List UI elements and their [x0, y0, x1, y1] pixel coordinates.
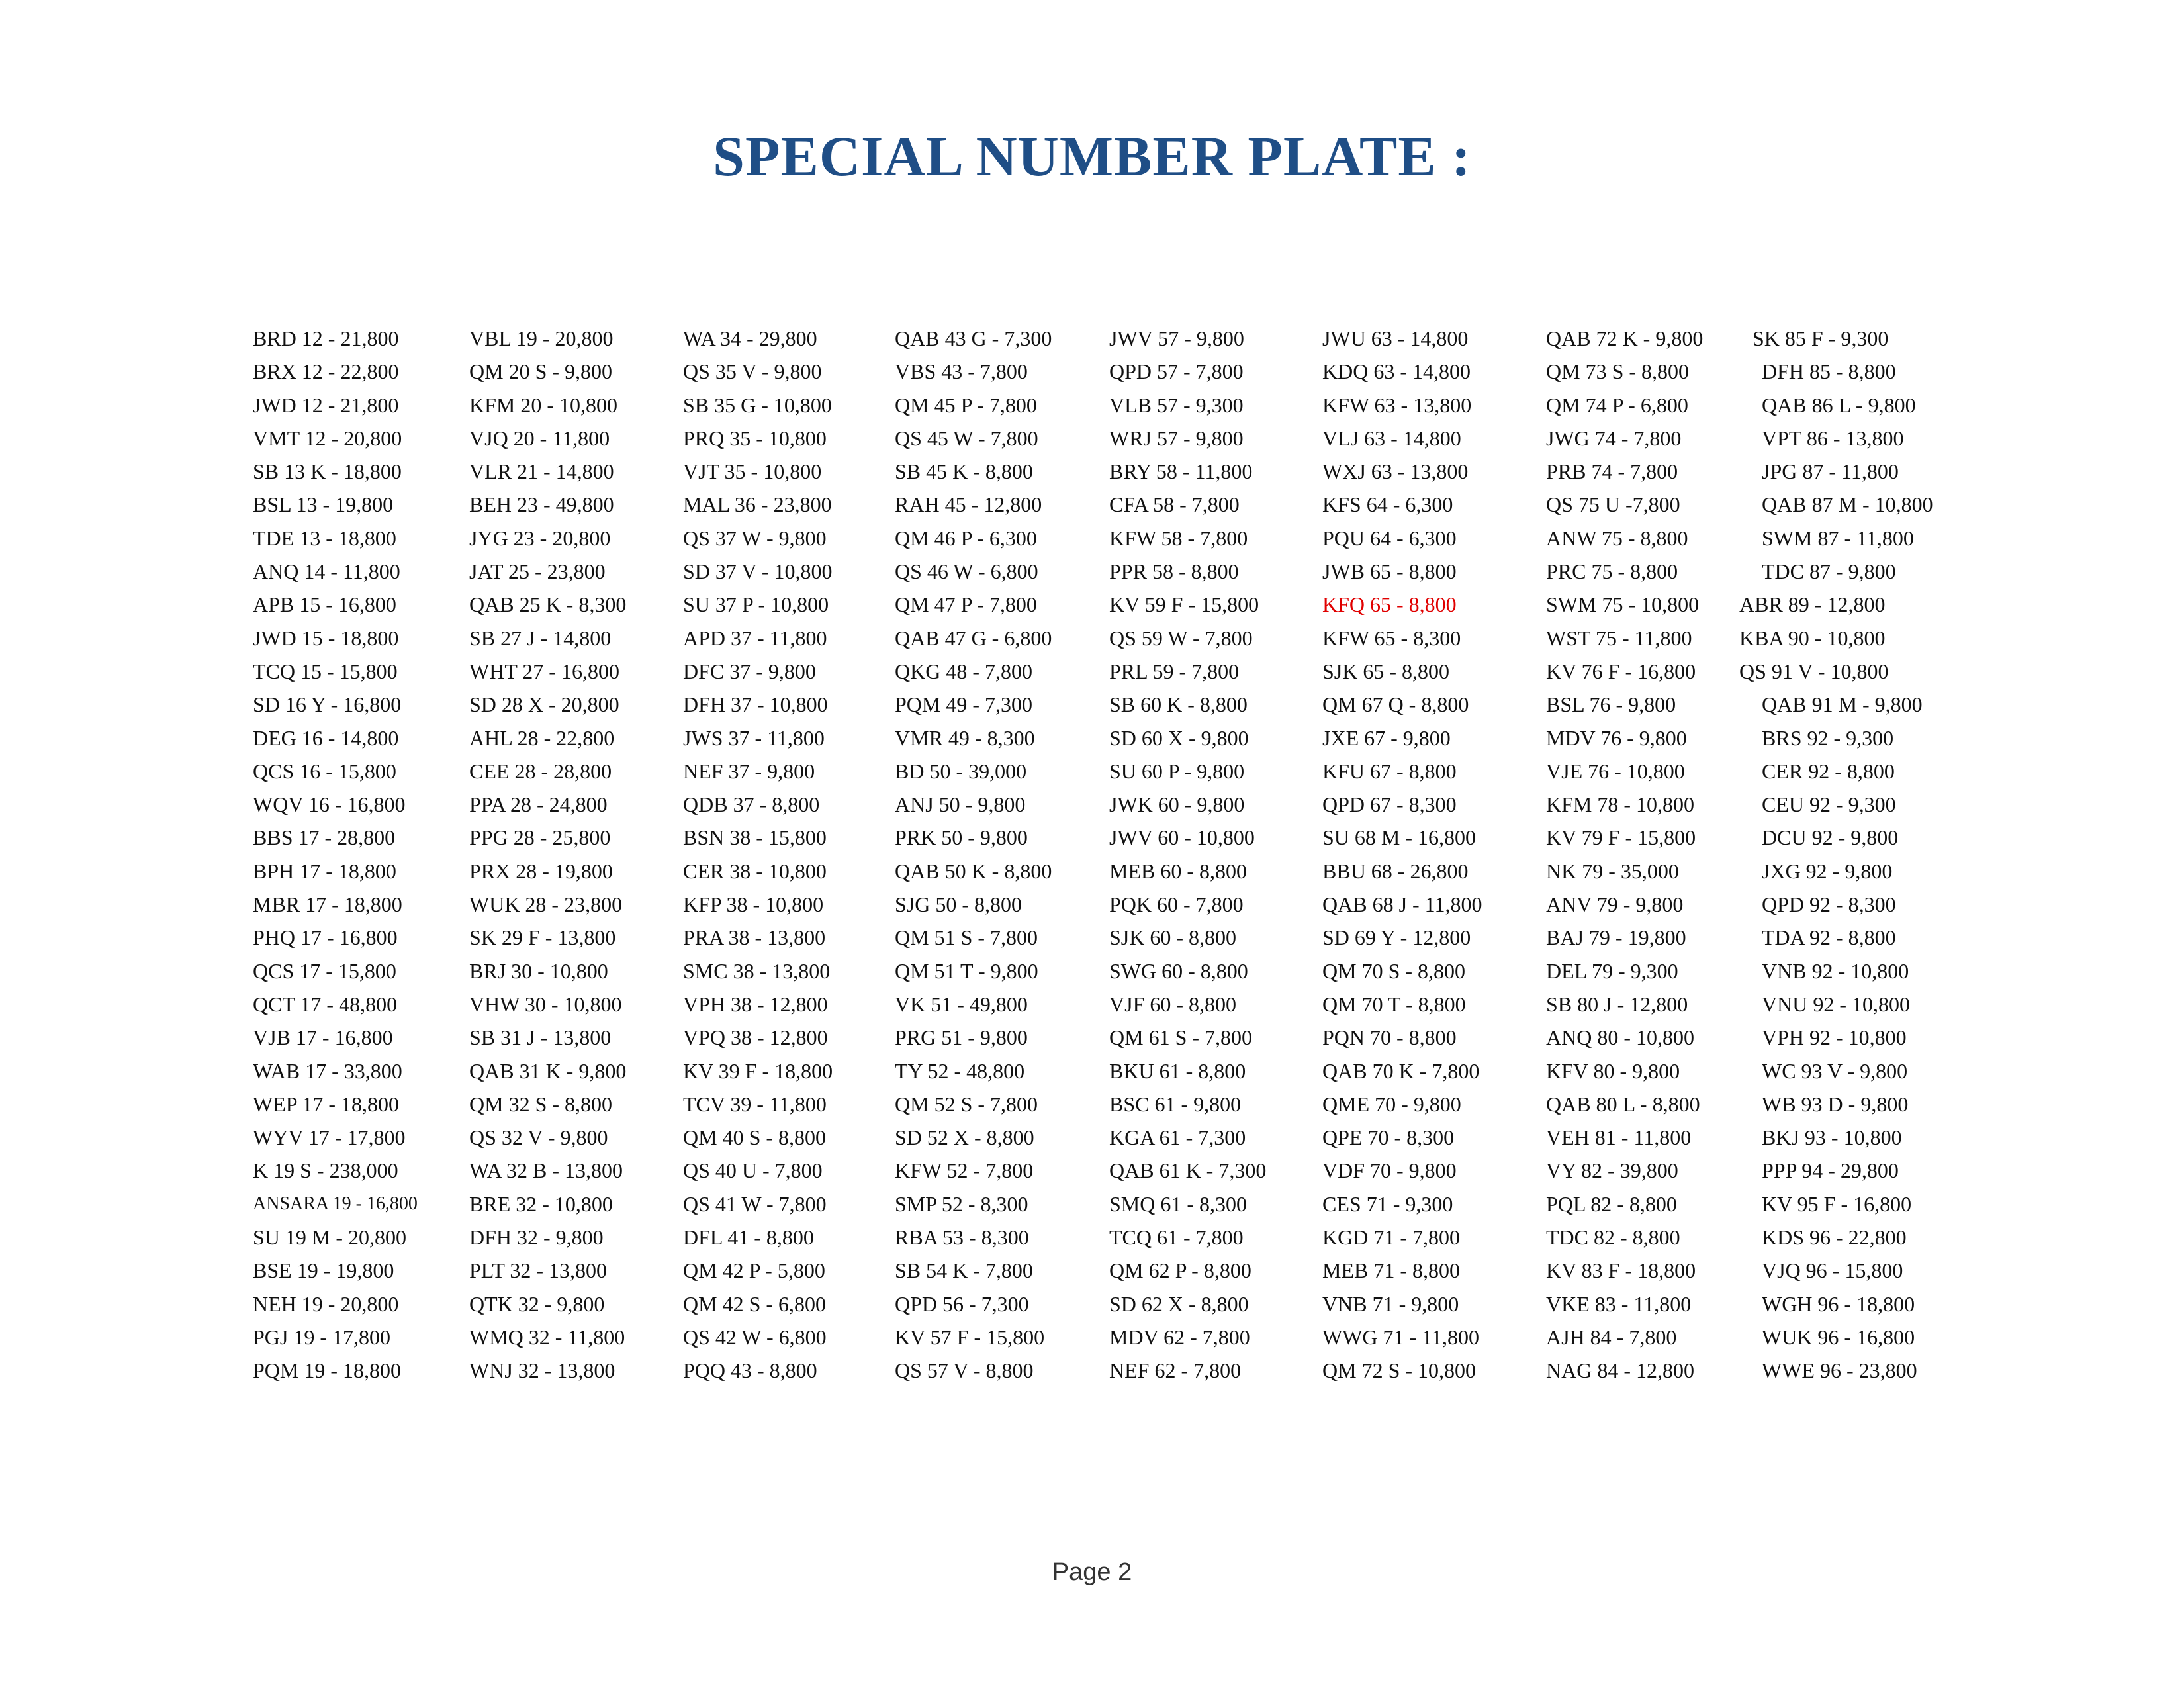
plate-entry: WST 75 - 11,800: [1546, 626, 1692, 650]
plate-entry: SD 37 V - 10,800: [683, 559, 833, 584]
plate-entry: PQN 70 - 8,800: [1322, 1025, 1457, 1050]
plate-entry: VBS 43 - 7,800: [895, 359, 1028, 384]
plate-entry: VJB 17 - 16,800: [253, 1025, 393, 1050]
plate-entry: VLR 21 - 14,800: [469, 459, 614, 484]
plate-entry: QDB 37 - 8,800: [683, 792, 820, 817]
plate-entry: QAB 47 G - 6,800: [895, 626, 1052, 650]
plate-entry: DFL 41 - 8,800: [683, 1225, 814, 1250]
plate-entry: APD 37 - 11,800: [683, 626, 827, 650]
plate-entry: SMP 52 - 8,300: [895, 1192, 1028, 1216]
plate-entry: BBS 17 - 28,800: [253, 825, 396, 850]
plate-entry: QCS 17 - 15,800: [253, 959, 396, 983]
plate-entry: KFV 80 - 9,800: [1546, 1058, 1680, 1083]
plate-entry: TDE 13 - 18,800: [253, 526, 396, 550]
plate-entry: BBU 68 - 26,800: [1322, 859, 1469, 883]
plate-entry: QS 75 U -7,800: [1546, 492, 1680, 517]
plate-entry: SD 62 X - 8,800: [1109, 1291, 1249, 1316]
plate-entry: KGA 61 - 7,300: [1109, 1125, 1246, 1150]
plate-entry: WUK 28 - 23,800: [469, 892, 623, 917]
plate-entry: QCT 17 - 48,800: [253, 992, 398, 1016]
plate-entry: WRJ 57 - 9,800: [1109, 426, 1244, 450]
plate-entry: PRA 38 - 13,800: [683, 925, 826, 950]
plate-entry: JWD 15 - 18,800: [253, 626, 399, 650]
plate-entry: QME 70 - 9,800: [1322, 1092, 1461, 1116]
plate-entry: NAG 84 - 12,800: [1546, 1358, 1694, 1383]
plate-entry: SD 16 Y - 16,800: [253, 692, 402, 717]
plate-entry: BRD 12 - 21,800: [253, 326, 399, 350]
plate-entry: KGD 71 - 7,800: [1322, 1225, 1460, 1250]
plate-entry: QAB 50 K - 8,800: [895, 859, 1052, 883]
plate-entry: PQM 49 - 7,300: [895, 692, 1033, 717]
plate-entry: JAT 25 - 23,800: [469, 559, 606, 584]
plate-entry: VPH 92 - 10,800: [1762, 1025, 1907, 1050]
plate-entry: QM 74 P - 6,800: [1546, 393, 1688, 417]
plate-entry: WWE 96 - 23,800: [1762, 1358, 1917, 1383]
plate-column: [1322, 322, 1482, 1387]
plate-entry: TY 52 - 48,800: [895, 1058, 1025, 1083]
plate-entry: QS 46 W - 6,800: [895, 559, 1038, 584]
plate-entry: KV 83 F - 18,800: [1546, 1258, 1696, 1283]
plate-entry: WB 93 D - 9,800: [1762, 1092, 1909, 1116]
plate-entry: QAB 87 M - 10,800: [1762, 492, 1933, 517]
plate-entry: WHT 27 - 16,800: [469, 659, 619, 683]
plate-entry: JWS 37 - 11,800: [683, 726, 825, 750]
plate-entry: QAB 80 L - 8,800: [1546, 1092, 1700, 1116]
plate-entry: PQQ 43 - 8,800: [683, 1358, 817, 1383]
plate-entry: QAB 61 K - 7,300: [1109, 1158, 1267, 1183]
plate-entry: QM 51 S - 7,800: [895, 925, 1038, 950]
plate-entry: QPE 70 - 8,300: [1322, 1125, 1455, 1150]
plate-entry: JWU 63 - 14,800: [1322, 326, 1469, 350]
plate-entry: TCQ 15 - 15,800: [253, 659, 398, 683]
plate-entry: BSL 76 - 9,800: [1546, 692, 1676, 717]
plate-entry: KFM 20 - 10,800: [469, 393, 618, 417]
plate-entry: DFH 37 - 10,800: [683, 692, 828, 717]
plate-column: [253, 322, 418, 1387]
plate-column: [1109, 322, 1266, 1387]
plate-entry: SMC 38 - 13,800: [683, 959, 831, 983]
plate-entry: VBL 19 - 20,800: [469, 326, 614, 350]
plate-entry: TDC 87 - 9,800: [1762, 559, 1896, 584]
plate-entry: SD 52 X - 8,800: [895, 1125, 1034, 1150]
plate-entry: SJG 50 - 8,800: [895, 892, 1023, 917]
plate-entry: JWV 57 - 9,800: [1109, 326, 1244, 350]
plate-entry: QAB 25 K - 8,300: [469, 592, 627, 617]
plate-entry: BRS 92 - 9,300: [1762, 726, 1894, 750]
plate-entry: SMQ 61 - 8,300: [1109, 1192, 1248, 1216]
plate-entry: SJK 65 - 8,800: [1322, 659, 1450, 683]
plate-entry: KFW 65 - 8,300: [1322, 626, 1461, 650]
plate-entry: KFU 67 - 8,800: [1322, 759, 1457, 783]
plate-entry: QM 40 S - 8,800: [683, 1125, 827, 1150]
plate-column: [1546, 322, 1703, 1387]
plate-entry: CEU 92 - 9,300: [1762, 792, 1896, 817]
plate-entry: PQL 82 - 8,800: [1546, 1192, 1677, 1216]
plate-entry: QM 73 S - 8,800: [1546, 359, 1690, 384]
plate-entry: QTK 32 - 9,800: [469, 1291, 605, 1316]
plate-entry: KDQ 63 - 14,800: [1322, 359, 1471, 384]
plate-entry: QM 51 T - 9,800: [895, 959, 1038, 983]
plate-entry: PRG 51 - 9,800: [895, 1025, 1028, 1050]
plate-entry: VPT 86 - 13,800: [1762, 426, 1904, 450]
plate-entry: AHL 28 - 22,800: [469, 726, 615, 750]
plate-entry: QAB 68 J - 11,800: [1322, 892, 1482, 917]
plate-entry: MEB 60 - 8,800: [1109, 859, 1247, 883]
plate-entry: JXG 92 - 9,800: [1762, 859, 1893, 883]
plate-entry: DEL 79 - 9,300: [1546, 959, 1678, 983]
plate-entry: QM 32 S - 8,800: [469, 1092, 613, 1116]
plate-entry: BAJ 79 - 19,800: [1546, 925, 1686, 950]
plate-entry: QPD 57 - 7,800: [1109, 359, 1244, 384]
plate-entry: BSE 19 - 19,800: [253, 1258, 394, 1283]
plate-entry: VJT 35 - 10,800: [683, 459, 822, 484]
plate-entry: BKU 61 - 8,800: [1109, 1058, 1246, 1083]
plate-entry: SD 28 X - 20,800: [469, 692, 619, 717]
plate-entry: VY 82 - 39,800: [1546, 1158, 1678, 1183]
plate-entry: KV 57 F - 15,800: [895, 1325, 1045, 1349]
plate-entry: SK 29 F - 13,800: [469, 925, 616, 950]
plate-entry: JWD 12 - 21,800: [253, 393, 399, 417]
plate-entry: MDV 76 - 9,800: [1546, 726, 1687, 750]
plate-entry: DEG 16 - 14,800: [253, 726, 399, 750]
plate-entry: KFP 38 - 10,800: [683, 892, 824, 917]
plate-entry: SB 35 G - 10,800: [683, 393, 832, 417]
plate-entry: QAB 91 M - 9,800: [1762, 692, 1923, 717]
plate-entry: PLT 32 - 13,800: [469, 1258, 608, 1283]
plate-entry: QS 37 W - 9,800: [683, 526, 827, 550]
plate-entry: QAB 31 K - 9,800: [469, 1058, 627, 1083]
plate-entry: BKJ 93 - 10,800: [1762, 1125, 1902, 1150]
plate-entry: PQK 60 - 7,800: [1109, 892, 1244, 917]
plate-entry: VEH 81 - 11,800: [1546, 1125, 1692, 1150]
plate-entry: VJQ 20 - 11,800: [469, 426, 610, 450]
plate-entry: PPR 58 - 8,800: [1109, 559, 1239, 584]
plate-entry: KFW 52 - 7,800: [895, 1158, 1034, 1183]
plate-entry: VLJ 63 - 14,800: [1322, 426, 1461, 450]
plate-entry: VNB 92 - 10,800: [1762, 959, 1909, 983]
plate-entry: KDS 96 - 22,800: [1762, 1225, 1907, 1250]
plate-entry: JWV 60 - 10,800: [1109, 825, 1255, 850]
plate-entry: SU 68 M - 16,800: [1322, 825, 1477, 850]
plate-entry: QS 41 W - 7,800: [683, 1192, 827, 1216]
plate-entry: KFS 64 - 6,300: [1322, 492, 1453, 517]
plate-entry: JWB 65 - 8,800: [1322, 559, 1457, 584]
plate-entry: KFW 58 - 7,800: [1109, 526, 1248, 550]
plate-entry: TCQ 61 - 7,800: [1109, 1225, 1244, 1250]
plate-entry: JPG 87 - 11,800: [1762, 459, 1899, 484]
plate-entry: CEE 28 - 28,800: [469, 759, 612, 783]
plate-entry: QAB 70 K - 7,800: [1322, 1058, 1480, 1083]
plate-entry: SWM 87 - 11,800: [1762, 526, 1914, 550]
plate-entry: RAH 45 - 12,800: [895, 492, 1042, 517]
plate-entry: WWG 71 - 11,800: [1322, 1325, 1479, 1349]
plate-entry: QPD 67 - 8,300: [1322, 792, 1457, 817]
plate-entry: KFQ 65 - 8,800: [1322, 592, 1457, 617]
plate-entry: BSL 13 - 19,800: [253, 492, 394, 517]
page-title: SPECIAL NUMBER PLATE :: [713, 124, 1471, 188]
plate-entry: PPA 28 - 24,800: [469, 792, 608, 817]
plate-entry: PRK 50 - 9,800: [895, 825, 1028, 850]
plate-entry: WGH 96 - 18,800: [1762, 1291, 1915, 1316]
plate-entry: WUK 96 - 16,800: [1762, 1325, 1915, 1349]
plate-entry: SB 45 K - 8,800: [895, 459, 1033, 484]
plate-entry: MDV 62 - 7,800: [1109, 1325, 1250, 1349]
plate-entry: VMR 49 - 8,300: [895, 726, 1035, 750]
plate-entry: KV 39 F - 18,800: [683, 1058, 833, 1083]
plate-entry: VHW 30 - 10,800: [469, 992, 622, 1016]
plate-entry: QM 47 P - 7,800: [895, 592, 1037, 617]
page-number: Page 2: [1052, 1558, 1132, 1586]
plate-entry: QAB 86 L - 9,800: [1762, 393, 1916, 417]
plate-entry: WAB 17 - 33,800: [253, 1058, 402, 1083]
plate-entry: VMT 12 - 20,800: [253, 426, 402, 450]
plate-entry: WC 93 V - 9,800: [1762, 1058, 1908, 1083]
plate-entry: QM 42 P - 5,800: [683, 1258, 825, 1283]
plate-entry: QS 59 W - 7,800: [1109, 626, 1253, 650]
plate-entry: KV 95 F - 16,800: [1762, 1192, 1912, 1216]
plate-entry: SU 37 P - 10,800: [683, 592, 829, 617]
plate-entry: QM 20 S - 9,800: [469, 359, 613, 384]
plate-entry: SB 31 J - 13,800: [469, 1025, 612, 1050]
plate-entry: CER 38 - 10,800: [683, 859, 827, 883]
plate-entry: JXE 67 - 9,800: [1322, 726, 1451, 750]
plate-entry: SWM 75 - 10,800: [1546, 592, 1700, 617]
plate-entry: ANQ 14 - 11,800: [253, 559, 400, 584]
plate-entry: PRQ 35 - 10,800: [683, 426, 827, 450]
plate-entry: RBA 53 - 8,300: [895, 1225, 1029, 1250]
plate-entry: BRX 12 - 22,800: [253, 359, 399, 384]
plate-entry: TDA 92 - 8,800: [1762, 925, 1896, 950]
plate-entry: DFC 37 - 9,800: [683, 659, 816, 683]
plate-entry: NEH 19 - 20,800: [253, 1291, 399, 1316]
plate-entry: QM 61 S - 7,800: [1109, 1025, 1253, 1050]
plate-column: [895, 322, 1052, 1387]
plate-entry: WYV 17 - 17,800: [253, 1125, 406, 1150]
plate-entry: KFM 78 - 10,800: [1546, 792, 1695, 817]
plate-entry: QM 45 P - 7,800: [895, 393, 1037, 417]
plate-entry: JWK 60 - 9,800: [1109, 792, 1245, 817]
plate-entry: VPH 38 - 12,800: [683, 992, 828, 1016]
plate-entry: WA 34 - 29,800: [683, 326, 817, 350]
plate-entry: VJQ 96 - 15,800: [1762, 1258, 1903, 1283]
plate-entry: QM 70 S - 8,800: [1322, 959, 1466, 983]
plate-entry: APB 15 - 16,800: [253, 592, 396, 617]
plate-entry: QPD 92 - 8,300: [1762, 892, 1896, 917]
plate-entry: KV 76 F - 16,800: [1546, 659, 1696, 683]
plate-entry: PRB 74 - 7,800: [1546, 459, 1678, 484]
plate-entry: QS 35 V - 9,800: [683, 359, 822, 384]
plate-entry: NEF 37 - 9,800: [683, 759, 815, 783]
plate-entry: ANJ 50 - 9,800: [895, 792, 1026, 817]
plate-entry: BSN 38 - 15,800: [683, 825, 827, 850]
plate-entry: DCU 92 - 9,800: [1762, 825, 1899, 850]
plate-entry: QM 52 S - 7,800: [895, 1092, 1038, 1116]
plate-entry: JWG 74 - 7,800: [1546, 426, 1682, 450]
plate-entry: PQM 19 - 18,800: [253, 1358, 402, 1383]
plate-entry: ABR 89 - 12,800: [1739, 592, 1886, 617]
plate-entry: VNU 92 - 10,800: [1762, 992, 1910, 1016]
plate-entry: QKG 48 - 7,800: [895, 659, 1032, 683]
plate-entry: PGJ 19 - 17,800: [253, 1325, 391, 1349]
plate-entry: QS 91 V - 10,800: [1739, 659, 1889, 683]
plate-entry: BRY 58 - 11,800: [1109, 459, 1253, 484]
plate-entry: VLB 57 - 9,300: [1109, 393, 1244, 417]
plate-entry: QS 45 W - 7,800: [895, 426, 1038, 450]
plate-entry: CER 92 - 8,800: [1762, 759, 1895, 783]
plate-entry: VPQ 38 - 12,800: [683, 1025, 828, 1050]
plate-entry: MBR 17 - 18,800: [253, 892, 402, 917]
plate-entry: SWG 60 - 8,800: [1109, 959, 1248, 983]
plate-entry: TDC 82 - 8,800: [1546, 1225, 1680, 1250]
plate-entry: SU 19 M - 20,800: [253, 1225, 407, 1250]
plate-entry: BD 50 - 39,000: [895, 759, 1027, 783]
plate-entry: BRE 32 - 10,800: [469, 1192, 613, 1216]
plate-entry: VK 51 - 49,800: [895, 992, 1028, 1016]
plate-entry: QM 72 S - 10,800: [1322, 1358, 1477, 1383]
plate-entry: KFW 63 - 13,800: [1322, 393, 1472, 417]
plate-entry: PQU 64 - 6,300: [1322, 526, 1457, 550]
plate-entry: QM 42 S - 6,800: [683, 1291, 827, 1316]
plate-entry: NK 79 - 35,000: [1546, 859, 1679, 883]
plate-entry: QM 46 P - 6,300: [895, 526, 1037, 550]
plate-entry: CES 71 - 9,300: [1322, 1192, 1453, 1216]
plate-entry: VNB 71 - 9,800: [1322, 1291, 1459, 1316]
plate-entry: WXJ 63 - 13,800: [1322, 459, 1469, 484]
plate-entry: KV 59 F - 15,800: [1109, 592, 1259, 617]
plate-entry: KBA 90 - 10,800: [1739, 626, 1886, 650]
plate-entry: PRX 28 - 19,800: [469, 859, 613, 883]
plate-entry: TCV 39 - 11,800: [683, 1092, 827, 1116]
plate-entry: WEP 17 - 18,800: [253, 1092, 400, 1116]
plate-entry: NEF 62 - 7,800: [1109, 1358, 1242, 1383]
plate-entry: QCS 16 - 15,800: [253, 759, 396, 783]
plate-column: [469, 322, 626, 1387]
plate-entry: MAL 36 - 23,800: [683, 492, 832, 517]
plate-entry: QM 70 T - 8,800: [1322, 992, 1466, 1016]
plate-entry: K 19 S - 238,000: [253, 1158, 398, 1183]
plate-column: [1739, 322, 1933, 1387]
plate-entry: DFH 85 - 8,800: [1762, 359, 1896, 384]
plate-entry: SD 69 Y - 12,800: [1322, 925, 1471, 950]
plate-entry: QM 62 P - 8,800: [1109, 1258, 1251, 1283]
plate-entry: PPP 94 - 29,800: [1762, 1158, 1899, 1183]
plate-entry: MEB 71 - 8,800: [1322, 1258, 1460, 1283]
plate-entry: ANW 75 - 8,800: [1546, 526, 1688, 550]
plate-entry: QS 40 U - 7,800: [683, 1158, 823, 1183]
plate-entry: SB 60 K - 8,800: [1109, 692, 1248, 717]
plate-entry: WQV 16 - 16,800: [253, 792, 406, 817]
plate-entry: PRL 59 - 7,800: [1109, 659, 1240, 683]
plate-entry: QS 42 W - 6,800: [683, 1325, 827, 1349]
plate-entry: BEH 23 - 49,800: [469, 492, 614, 517]
plate-entry: ANQ 80 - 10,800: [1546, 1025, 1694, 1050]
plate-entry: PPG 28 - 25,800: [469, 825, 611, 850]
plate-entry: QM 67 Q - 8,800: [1322, 692, 1469, 717]
plate-entry: QS 57 V - 8,800: [895, 1358, 1034, 1383]
plate-entry: VKE 83 - 11,800: [1546, 1291, 1692, 1316]
plate-entry: BSC 61 - 9,800: [1109, 1092, 1242, 1116]
plate-entry: JYG 23 - 20,800: [469, 526, 611, 550]
plate-entry: KV 79 F - 15,800: [1546, 825, 1696, 850]
plate-entry: WMQ 32 - 11,800: [469, 1325, 625, 1349]
plate-entry: ANV 79 - 9,800: [1546, 892, 1684, 917]
plate-entry: WA 32 B - 13,800: [469, 1158, 623, 1183]
plate-entry: SB 27 J - 14,800: [469, 626, 612, 650]
plate-entry: PRC 75 - 8,800: [1546, 559, 1678, 584]
plate-entry: CFA 58 - 7,800: [1109, 492, 1240, 517]
plate-entry: QPD 56 - 7,300: [895, 1291, 1029, 1316]
plate-entry: VJF 60 - 8,800: [1109, 992, 1237, 1016]
plate-entry: PHQ 17 - 16,800: [253, 925, 398, 950]
plate-entry: SB 13 K - 18,800: [253, 459, 402, 484]
plate-entry: SJK 60 - 8,800: [1109, 925, 1237, 950]
plate-entry: VDF 70 - 9,800: [1322, 1158, 1457, 1183]
plate-entry: BRJ 30 - 10,800: [469, 959, 608, 983]
plate-entry: DFH 32 - 9,800: [469, 1225, 604, 1250]
plate-entry: SU 60 P - 9,800: [1109, 759, 1245, 783]
plate-entry: BPH 17 - 18,800: [253, 859, 396, 883]
plate-entry: AJH 84 - 7,800: [1546, 1325, 1677, 1349]
plate-entry: VJE 76 - 10,800: [1546, 759, 1685, 783]
plate-entry: QAB 72 K - 9,800: [1546, 326, 1704, 350]
plate-column: [683, 322, 833, 1387]
plate-entry: QAB 43 G - 7,300: [895, 326, 1052, 350]
plate-entry: SB 80 J - 12,800: [1546, 992, 1688, 1016]
plate-entry: SD 60 X - 9,800: [1109, 726, 1249, 750]
plate-entry: QS 32 V - 9,800: [469, 1125, 608, 1150]
plate-entry: SK 85 F - 9,300: [1752, 326, 1889, 350]
plate-entry: SB 54 K - 7,800: [895, 1258, 1033, 1283]
plate-entry: WNJ 32 - 13,800: [469, 1358, 615, 1383]
plate-entry: ANSARA 19 - 16,800: [253, 1193, 418, 1214]
